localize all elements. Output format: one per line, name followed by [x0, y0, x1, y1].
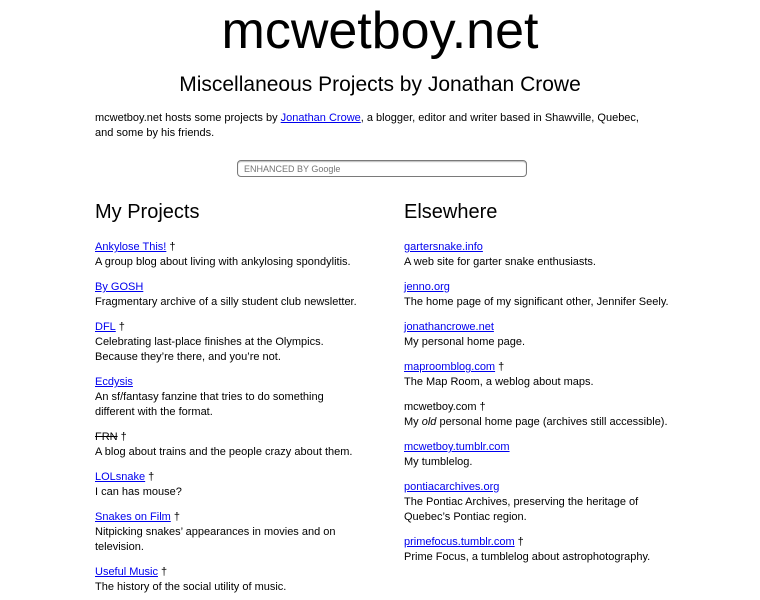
project-link-snakes-on-film[interactable]: Snakes on Film	[95, 511, 171, 523]
project-description: A group blog about living with ankylosing spondylitis.	[95, 256, 351, 268]
desc-before: My	[404, 416, 422, 428]
list-item	[95, 510, 365, 555]
intro-text-after: , a blogger, editor and writer based in Shawville, Quebec, and some by his friends.	[95, 112, 639, 139]
desc-after: personal home page (archives still accessible).	[436, 416, 668, 428]
search-box[interactable]	[237, 160, 527, 177]
dagger-mark: †	[517, 536, 524, 548]
site-description: My tumblelog.	[404, 456, 473, 468]
project-description: An sf/fantasy fanzine that tries to do something different with the format.	[95, 391, 324, 418]
dagger-mark: †	[118, 321, 125, 333]
project-description: I can has mouse?	[95, 486, 182, 498]
project-description: Nitpicking snakes’ appearances in movies and on television.	[95, 526, 336, 553]
page-subtitle: Miscellaneous Projects by Jonathan Crowe	[179, 73, 581, 96]
list-item	[95, 565, 365, 595]
project-description: Celebrating last-place finishes at the Olympics. Because they’re there, and you’re not.	[95, 336, 324, 363]
site-description: The home page of my significant other, Jennifer Seely.	[404, 296, 669, 308]
list-item	[404, 360, 674, 390]
list-item	[404, 440, 674, 470]
site-description: Prime Focus, a tumblelog about astrophotography.	[404, 551, 651, 563]
site-description	[404, 416, 668, 428]
site-description: My personal home page.	[404, 336, 526, 348]
list-item	[95, 240, 365, 270]
dagger-mark: †	[169, 241, 176, 253]
elsewhere-heading: Elsewhere	[404, 201, 498, 223]
project-link-ecdysis[interactable]: Ecdysis	[95, 376, 133, 388]
site-link-jenno[interactable]: jenno.org	[404, 281, 450, 293]
site-link-jonathancrowe[interactable]: jonathancrowe.net	[404, 321, 494, 333]
site-title-mcwetboy-com: mcwetboy.com	[404, 401, 477, 413]
list-item	[404, 535, 674, 565]
list-item	[404, 280, 674, 310]
project-link-useful-music[interactable]: Useful Music	[95, 566, 158, 578]
dagger-mark: †	[479, 401, 486, 413]
site-description: A web site for garter snake enthusiasts.	[404, 256, 596, 268]
site-description: The Pontiac Archives, preserving the heritage of Quebec’s Pontiac region.	[404, 496, 639, 523]
search-input[interactable]	[244, 162, 526, 176]
project-description: A blog about trains and the people crazy about them.	[95, 446, 353, 458]
dagger-mark: †	[160, 566, 168, 578]
dagger-mark: †	[498, 361, 505, 373]
my-projects-list	[95, 240, 365, 600]
list-item	[95, 280, 365, 310]
project-description: Fragmentary archive of a silly student club newsletter.	[95, 296, 357, 308]
site-title: mcwetboy.net	[221, 2, 539, 60]
site-link-primefocus[interactable]: primefocus.tumblr.com	[404, 536, 515, 548]
site-description: The Map Room, a weblog about maps.	[404, 376, 594, 388]
desc-emphasis: old	[421, 416, 437, 428]
list-item	[404, 480, 674, 525]
site-link-gartersnake[interactable]: gartersnake.info	[404, 241, 483, 253]
dagger-mark: †	[148, 471, 155, 483]
project-title-frn: FRN	[95, 431, 118, 443]
elsewhere-list	[404, 240, 674, 575]
my-projects-heading: My Projects	[95, 201, 200, 223]
list-item	[95, 470, 365, 500]
project-link-by-gosh[interactable]: By GOSH	[95, 281, 144, 293]
project-link-ankylose-this[interactable]: Ankylose This!	[95, 241, 167, 253]
dagger-mark: †	[120, 431, 127, 443]
list-item	[95, 320, 365, 365]
list-item	[95, 430, 365, 460]
project-link-lolsnake[interactable]: LOLsnake	[95, 471, 146, 483]
dagger-mark: †	[173, 511, 180, 523]
site-link-pontiacarchives[interactable]: pontiacarchives.org	[404, 481, 500, 493]
project-description: The history of the social utility of music.	[95, 581, 287, 593]
list-item	[404, 400, 674, 430]
author-link[interactable]: Jonathan Crowe	[280, 112, 361, 124]
list-item	[404, 320, 674, 350]
site-link-mcwetboy-tumblr[interactable]: mcwetboy.tumblr.com	[404, 441, 510, 453]
intro-paragraph	[95, 111, 655, 141]
list-item	[404, 240, 674, 270]
list-item	[95, 375, 365, 420]
intro-text-before: mcwetboy.net hosts some projects by	[95, 112, 281, 124]
site-link-maproomblog[interactable]: maproomblog.com	[404, 361, 496, 373]
project-link-dfl[interactable]: DFL	[95, 321, 116, 333]
